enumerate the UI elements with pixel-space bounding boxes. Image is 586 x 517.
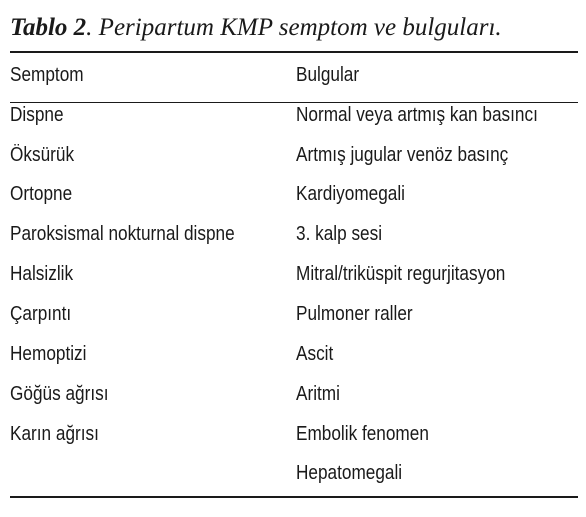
table-row-4-finding: 3. kalp sesi (296, 223, 383, 245)
header-semptom: Semptom (10, 64, 84, 86)
table-row-5-finding: Mitral/triküspit regurjitasyon (296, 263, 506, 285)
table-row-8-symptom: Göğüs ağrısı (10, 383, 109, 405)
table-row-6-symptom: Çarpıntı (10, 303, 72, 325)
table-row-6-finding: Pulmoner raller (296, 303, 413, 325)
table-row-10-finding: Hepatomegali (296, 462, 403, 484)
table-row-9-finding: Embolik fenomen (296, 423, 429, 445)
table-row-3-symptom: Ortopne (10, 183, 73, 205)
table-caption-label: Tablo 2 (10, 14, 87, 41)
table-row-8-finding: Aritmi (296, 383, 340, 405)
table-bottom-rule (10, 496, 578, 498)
table-caption-text: . Peripartum KMP semptom ve bulguları. (86, 14, 502, 41)
table-row-1-symptom: Dispne (10, 104, 64, 126)
table-row-3-finding: Kardiyomegali (296, 183, 405, 205)
header-bulgular: Bulgular (296, 64, 360, 86)
table-row-4-symptom: Paroksismal nokturnal dispne (10, 223, 235, 245)
table-row-2-finding: Artmış jugular venöz basınç (296, 144, 509, 166)
table-row-5-symptom: Halsizlik (10, 263, 74, 285)
table-row-2-symptom: Öksürük (10, 144, 75, 166)
table-top-rule (10, 51, 578, 53)
table-row-1-finding: Normal veya artmış kan basıncı (296, 104, 538, 126)
table-row-9-symptom: Karın ağrısı (10, 423, 99, 445)
table-caption (10, 13, 502, 43)
table-row-7-symptom: Hemoptizi (10, 343, 87, 365)
table-row-7-finding: Ascit (296, 343, 334, 365)
